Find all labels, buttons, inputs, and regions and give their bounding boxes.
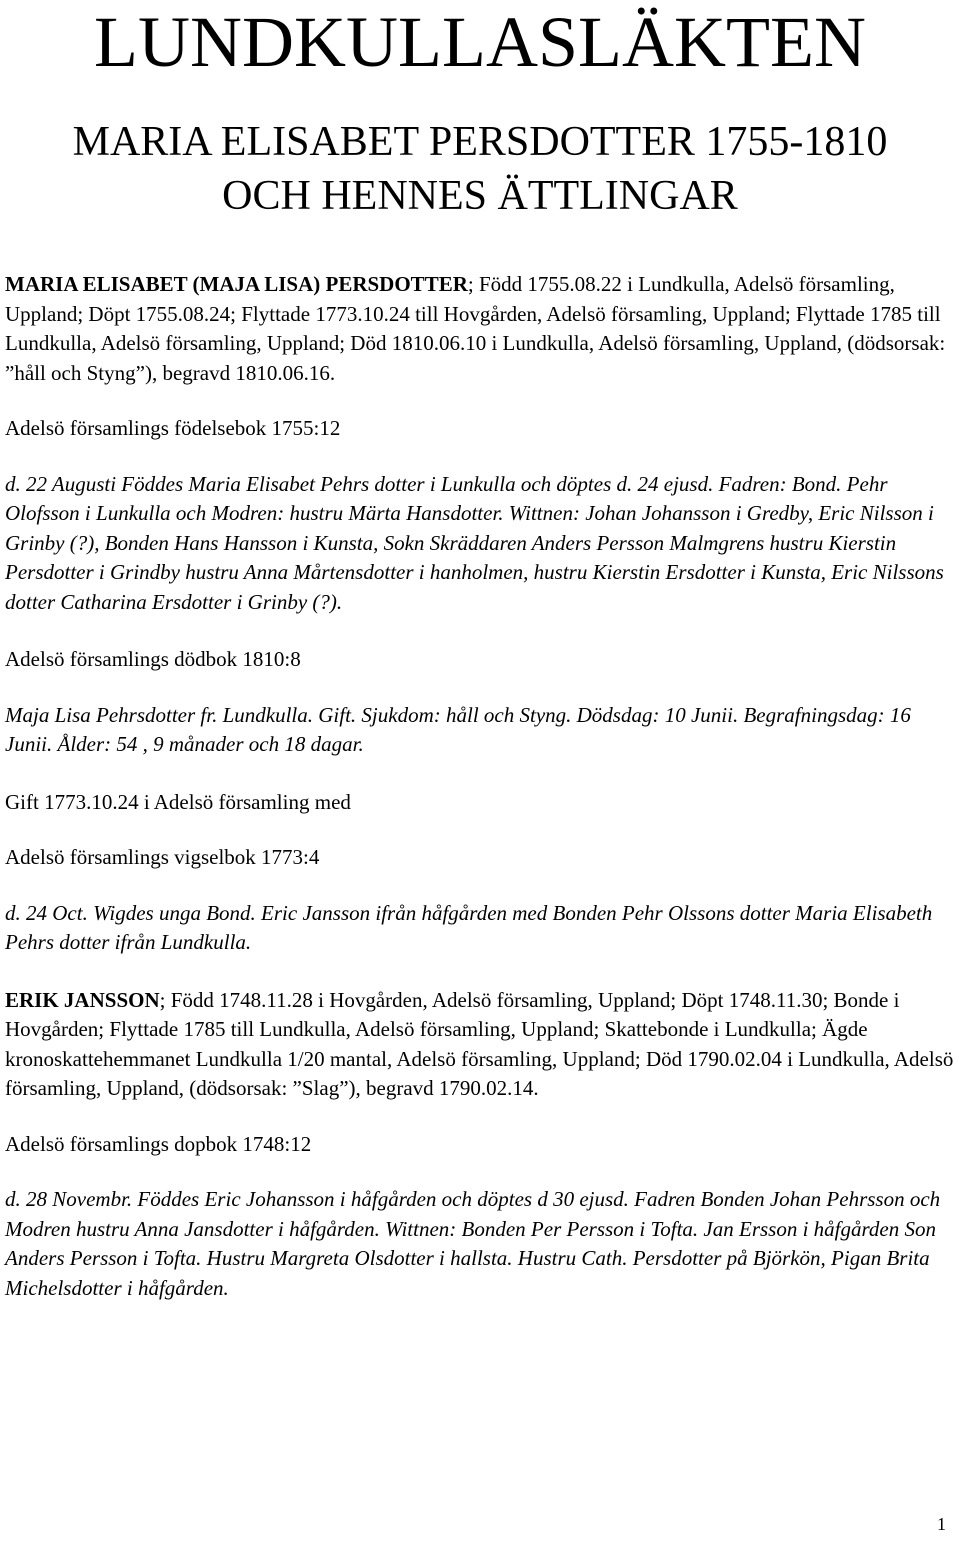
person-details: ; Född 1748.11.28 i Hovgården, Adelsö församling, Uppland; Döpt 1748.11.30; Bonde i Hovgården; Flyttade 1785 till Lundkulla, Adelsö församling, Uppland; Skattebonde i Lundkulla; Ägde kronoskattehemmanet Lundkulla 1/20 mantal, Adelsö församling, Uppland; Död 1790.02.04 i Lundkulla, Adelsö församling, Uppland, (dödsorsak: ”Slag”), begravd 1790.02.14. — [5, 987, 954, 1100]
person-details: ; Född 1755.08.22 i Lundkulla, Adelsö församling, Uppland; Döpt 1755.08.24; Flyttade 1773.10.24 till Hovgården, Adelsö församling, Uppland; Flyttade 1785 till Lundkulla, Adelsö församling, Uppland; Död 1810.06.10 i Lundkulla, Adelsö församling, Uppland, (dödsorsak: ”håll och Styng”), begravd 1810.06.16. — [5, 272, 946, 385]
source-transcription: d. 24 Oct. Wigdes unga Bond. Eric Jansson ifrån håfgården med Bonden Pehr Olssons dotter Maria Elisabeth Pehrs dotter ifrån Lundkulla. — [5, 900, 933, 954]
marriage-line: Gift 1773.10.24 i Adelsö församling med — [5, 789, 351, 814]
document-body — [5, 270, 955, 1331]
source-title: Adelsö församlings vigselbok 1773:4 — [5, 845, 320, 869]
source-title: Adelsö församlings dopbok 1748:12 — [5, 1131, 312, 1156]
person-entry-maria — [5, 270, 955, 388]
document-subtitle — [0, 115, 960, 223]
person-name: MARIA ELISABET (MAJA LISA) PERSDOTTER — [5, 272, 468, 296]
person-name: ERIK JANSSON — [5, 987, 160, 1012]
subtitle-line-2: OCH HENNES ÄTTLINGAR — [222, 173, 738, 219]
page-number: 1 — [937, 1514, 946, 1534]
document-title: LUNDKULLASLÄKTEN — [94, 2, 866, 82]
person-entry-erik — [5, 986, 955, 1104]
source-title: Adelsö församlings dödbok 1810:8 — [5, 647, 301, 671]
subtitle-line-1: MARIA ELISABET PERSDOTTER 1755-1810 — [72, 119, 888, 165]
source-transcription: d. 22 Augusti Föddes Maria Elisabet Pehrs dotter i Lunkulla och döptes d. 24 ejusd. Fadren: Bond. Pehr Olofsson i Lunkulla och Modren: hustru Märta Hansdotter. Wittnen: Johan Johansson i Gredby, Eric Nilsson i Grinby (?), Bonden Hans Hansson i Kunsta, Sokn Skräddaren Anders Persson Malmgrens hustru Kierstin Persdotter i Grindby hustru Anna Mårtensdotter i hanholmen, hustru Kierstin Ersdotter i Kunsta, Eric Nilssons dotter Catharina Ersdotter i Grinby (?). — [5, 471, 944, 614]
source-transcription: d. 28 Novembr. Föddes Eric Johansson i håfgården och döptes d 30 ejusd. Fadren Bonden Johan Pehrsson och Modren hustru Anna Jansdotter i håfgården. Wittnen: Bonden Per Persson i Tofta. Jan Ersson i håfgården Son Anders Persson i Tofta. Hustru Margreta Olsdotter i hallsta. Hustru Cath. Persdotter på Björkön, Pigan Brita Michelsdotter i håfgården. — [5, 1187, 941, 1300]
source-transcription: Maja Lisa Pehrsdotter fr. Lundkulla. Gift. Sjukdom: håll och Styng. Dödsdag: 10 Junii. Begrafningsdag: 16 Junii. Ålder: 54 , 9 månader och 18 dagar. — [5, 702, 911, 756]
source-title: Adelsö församlings födelsebok 1755:12 — [5, 416, 341, 440]
